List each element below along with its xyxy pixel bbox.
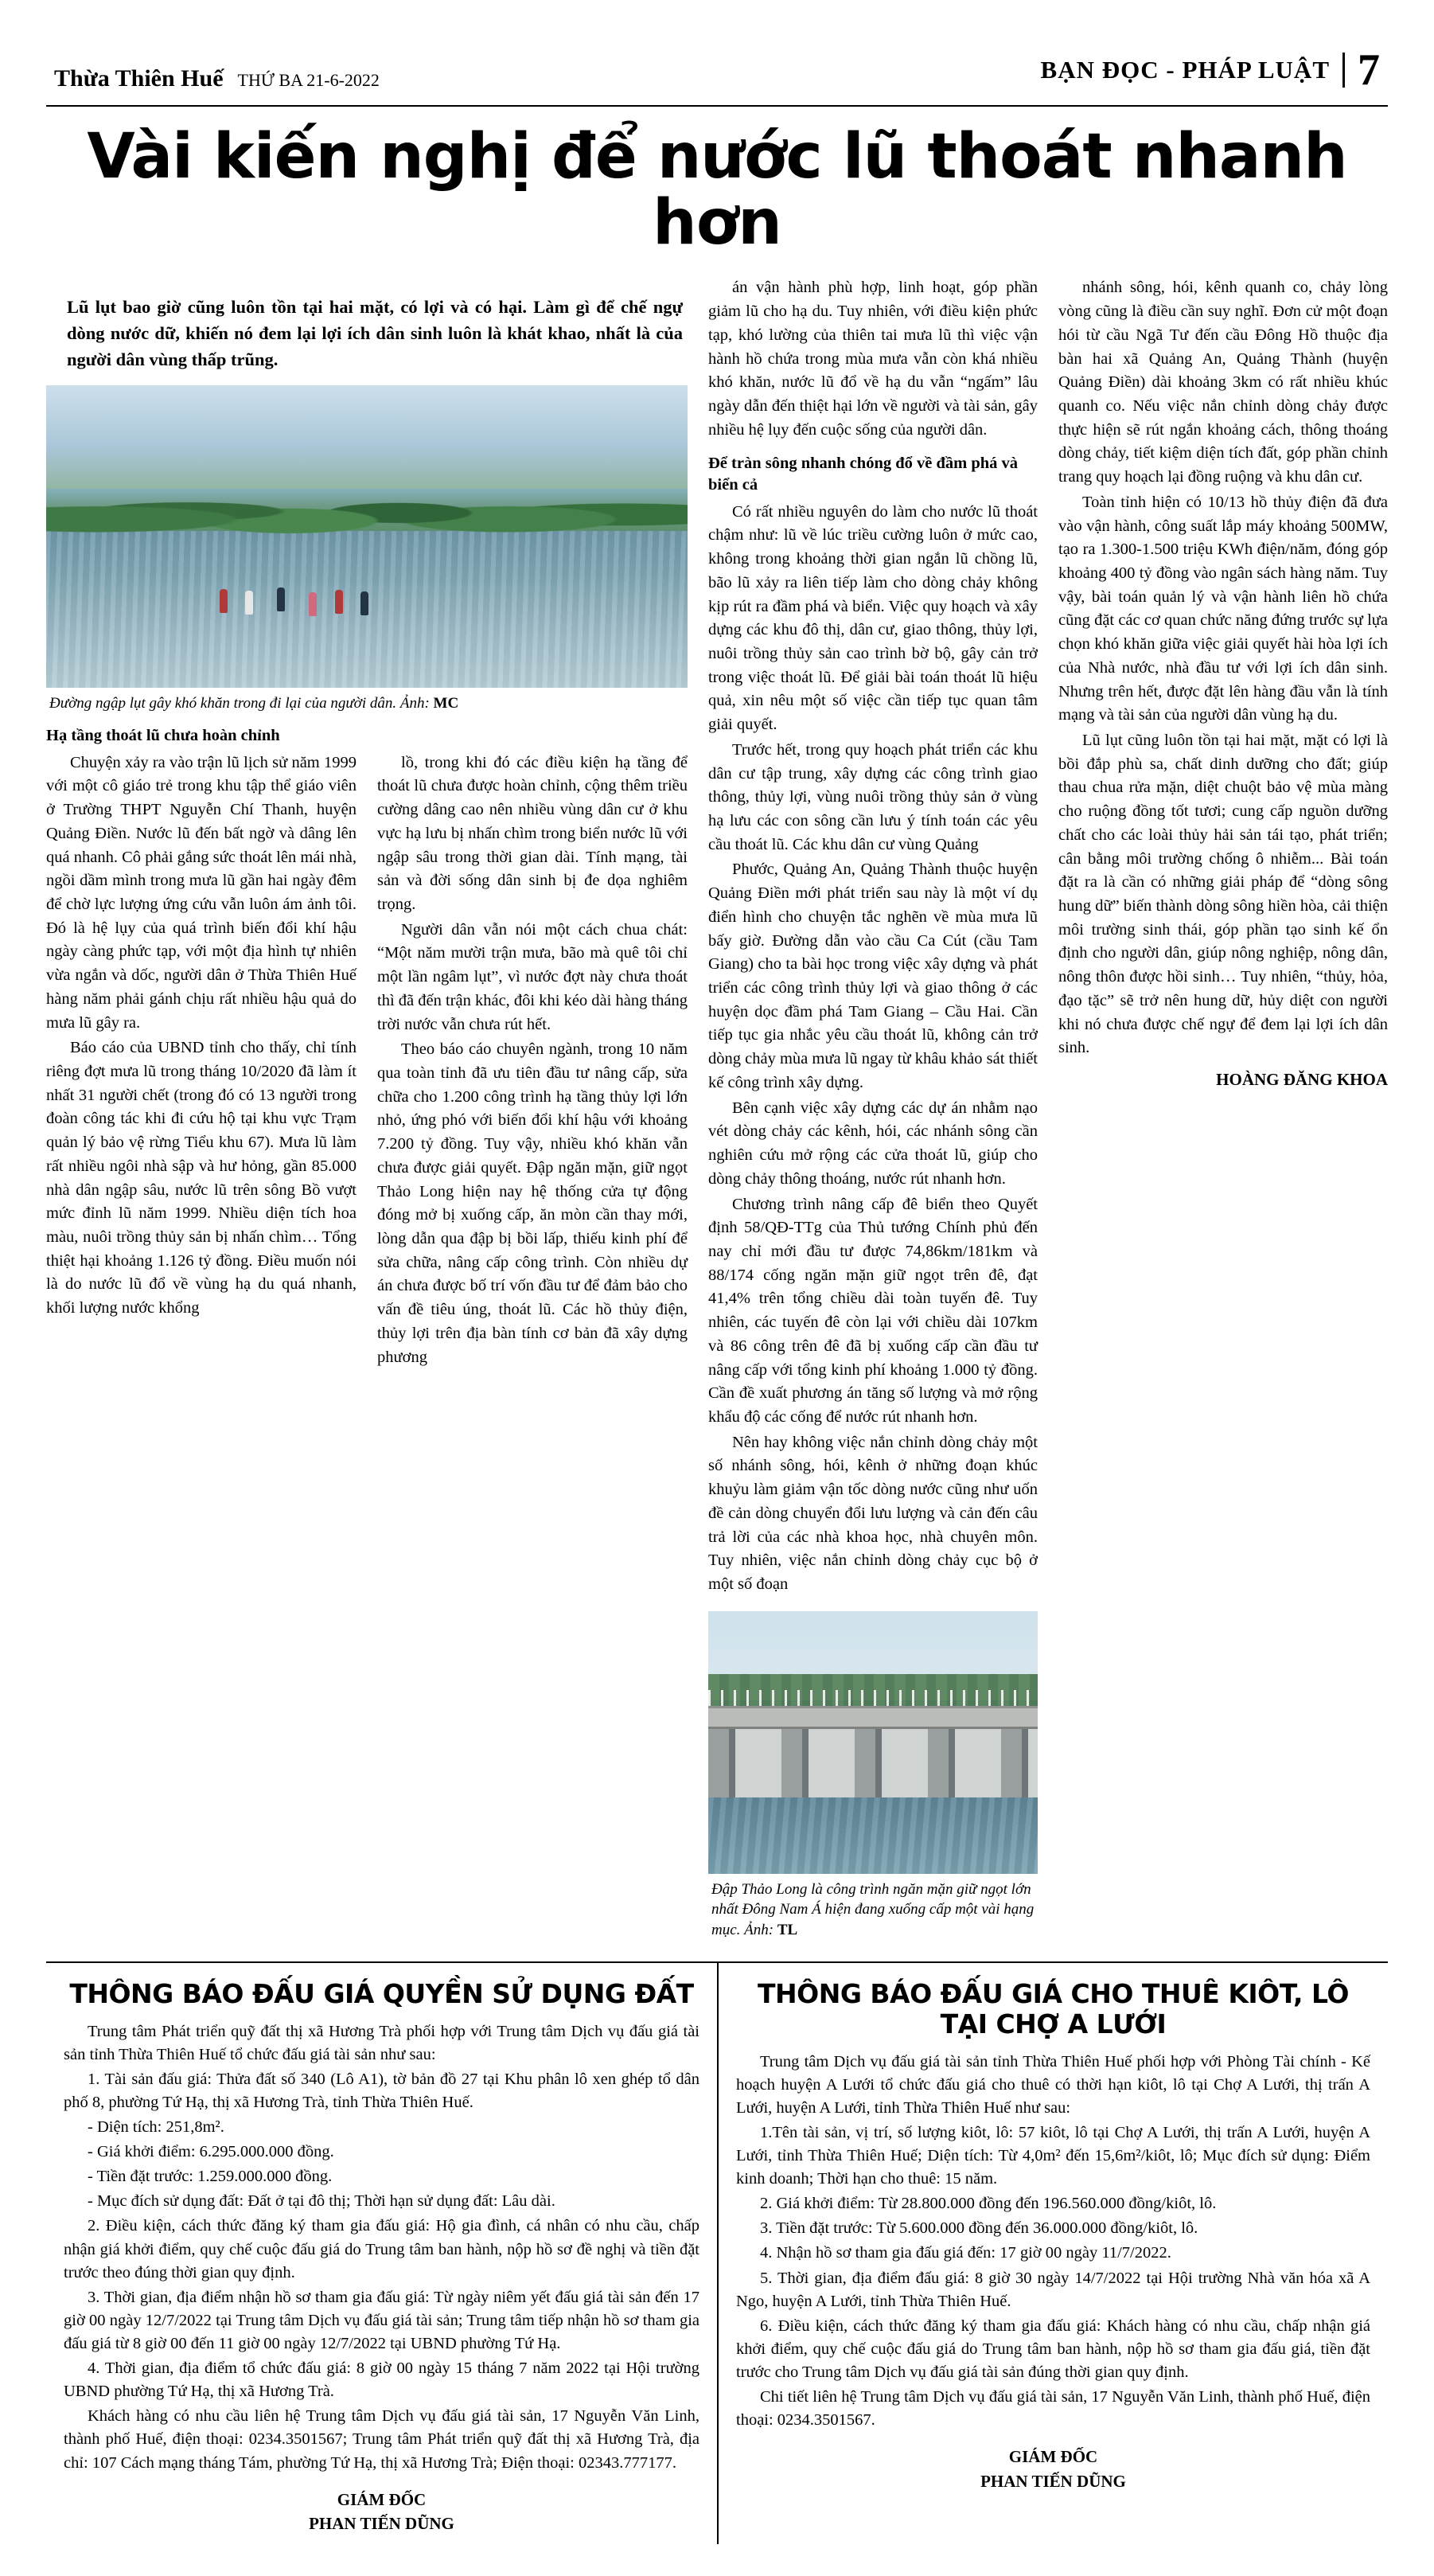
notice-left-signature — [64, 2488, 699, 2536]
photo-dam-caption-text: Đập Thảo Long là công trình ngăn mặn giữ ngọt lớn nhất Đông Nam Á hiện đang xuống cấp một vài hạng mục. Ảnh: — [711, 1880, 1035, 1938]
photo-thao-long-dam — [708, 1611, 1038, 1874]
photo-water — [708, 1797, 1038, 1874]
notice-right-signature — [736, 2445, 1370, 2493]
notice-paragraph: 6. Điều kiện, cách thức đăng ký tham gia đấu giá: Khách hàng có nhu cầu, chấp nhận giá khởi điểm, quy chế cuộc đấu giá do Trung tâm ban hành, nộp hồ sơ tham gia đấu giá, tiền đặt trước cho Trung tâm Dịch vụ đấu giá tài sản đúng thời gian quy định. — [736, 2316, 1370, 2381]
subhead-1: Hạ tầng thoát lũ chưa hoàn chỉnh — [46, 727, 280, 745]
body-column-4 — [1058, 276, 1388, 1090]
notice-paragraph: 3. Thời gian, địa điểm nhận hồ sơ tham gia đấu giá: Từ ngày niêm yết đấu giá tài sản đến 17 giờ 00 ngày 12/7/2022 tại Trung tâm Dịch vụ đấu giá tài sản; Trung tâm tiếp nhận hồ sơ tham gia đấu giá từ 8 giờ 00 đến 11 giờ 00 ngày 12/7/2022 tại UBND phường Tứ Hạ. — [64, 2288, 699, 2352]
paper-name: Thừa Thiên Huế — [54, 65, 224, 92]
notice-paragraph: - Diện tích: 251,8m². — [88, 2118, 224, 2137]
notice-paragraph: Trung tâm Dịch vụ đấu giá tài sản tỉnh Thừa Thiên Huế phối hợp với Phòng Tài chính - Kế hoạch huyện A Lưới tổ chức đấu giá cho thuê có thời hạn kiôt, lô tại Chợ A Lưới, thị trấn A Lưới, huyện A Lưới, tỉnh Thừa Thiên Huế như sau: — [736, 2052, 1370, 2117]
paragraph: Bên cạnh việc xây dựng các dự án nhằm nạo vét dòng chảy các kênh, hói, các nhánh sông cần nghiên cứu mở rộng các cửa thoát lũ, giúp cho dòng chảy thông thoáng, nước rút nhanh hơn. — [708, 1099, 1038, 1188]
photo-person — [220, 589, 228, 613]
notice-paragraph: 4. Nhận hồ sơ tham gia đấu giá đến: 17 giờ 00 ngày 11/7/2022. — [760, 2244, 1171, 2262]
notice-left-sign-title: GIÁM ĐỐC — [337, 2489, 427, 2509]
paragraph: Phước, Quảng An, Quảng Thành thuộc huyện Quảng Điền mới phát triển sau này là một ví dụ điển hình cho chuyện tắc nghẽn về mùa mưa lũ bấy giờ. Đường dẫn vào cầu Ca Cút (cầu Tam Giang) cho ta bài học trong việc xây dựng và phát triển các công trình thủy lợi và giao thông ở các huyện dọc đầm phá Tam Giang – Cầu Hai. Cần tiếp tục gia nhắc yêu cầu thoát lũ, không cản trở dòng chảy mùa mưa lũ ngay từ khâu khảo sát thiết kế công trình xây dựng. — [708, 861, 1038, 1091]
paragraph: Toàn tỉnh hiện có 10/13 hồ thủy điện đã đưa vào vận hành, công suất lắp máy khoảng 500MW, tạo ra 1.300-1.500 triệu KWh điện/năm, đóng góp khoảng 400 tỷ đồng vào ngân sách hàng năm. Tuy vậy, bài toán quản lý và vận hành liên hồ chứa cũng đặt các cơ quan chức năng đứng trước sự lựa chọn khó khăn giữa việc giải quyết hài hòa lợi ích của Nhà nước, nhà đầu tư với lợi ích dân sinh. Nhưng trên hết, được đặt lên hàng đầu vẫn là tính mạng và tài sản của người dân vùng hạ du. — [1058, 493, 1388, 724]
page-number: 7 — [1358, 45, 1380, 95]
photo-flood-figure — [46, 385, 688, 714]
paragraph: nhánh sông, hói, kênh quanh co, chảy lòng vòng cũng là điều cần suy nghĩ. Đơn cử một đoạn hói từ cầu Ngã Tư đến cầu Đông Hồ thuộc địa bàn hai xã Quảng An, Quảng Thành (huyện Quảng Điền) dài khoảng 3km có rất nhiều khúc quanh co. Nếu việc nắn chỉnh dòng chảy được thực hiện sẽ rút ngắn khoảng cách, thông thoáng dòng chảy, tiết kiệm diện tích đất, góp phần chỉnh trang quy hoạch lại đồng ruộng và khu dân cư. — [1058, 279, 1388, 486]
article-left-block — [46, 276, 688, 1371]
notice-left-sign-name: PHAN TIẾN DŨNG — [309, 2514, 454, 2534]
photo-person — [360, 591, 368, 615]
article-headline: Vài kiến nghị để nước lũ thoát nhanh hơn — [87, 121, 1347, 259]
masthead-rule — [46, 105, 1388, 107]
photo-dam-gates — [708, 1729, 1038, 1797]
paragraph: Nên hay không việc nắn chỉnh dòng chảy một số nhánh sông, hói, kênh ở những đoạn khúc khuỷu làm giảm vận tốc dòng nước cũng như uốn đề cản dòng chuyển đổi lưu lượng và cản đến câu trả lời của các nhà khoa học, nhà chuyên môn. Tuy nhiên, việc nắn chỉnh dòng chảy cục bộ ở một số đoạn — [708, 1433, 1038, 1593]
paragraph: Chuyện xảy ra vào trận lũ lịch sử năm 1999 với một cô giáo trẻ trong khu tập thể giáo viên ở Trường THPT Nguyễn Chí Thanh, huyện Quảng Điền. Nước lũ đến bất ngờ và dâng lên quá nhanh. Cô phải gắng sức thoát lên mái nhà, ngồi dầm mình trong mưa lũ gần hai ngày đêm để chờ lực lượng ứng cứu vẫn luôn ám ảnh tôi. Đó là hệ lụy của quá trình biến đổi khí hậu ngày càng phức tạp, với một địa hình tự nhiên vừa ngắn và dốc, người dân ở Thừa Thiên Huế hàng năm phải gánh chịu rất nhiều hậu quả do mưa lũ gây ra. — [46, 753, 357, 1032]
issue-date: THỨ BA 21-6-2022 — [237, 70, 380, 90]
photo-person — [335, 590, 343, 614]
notice-left-title: THÔNG BÁO ĐẤU GIÁ QUYỀN SỬ DỤNG ĐẤT — [69, 1977, 694, 2009]
masthead-divider — [1342, 53, 1345, 88]
article-body — [46, 276, 1388, 1943]
notice-land-auction — [46, 1963, 717, 2544]
photo-flood-credit: MC — [433, 695, 459, 712]
left-two-columns — [46, 751, 688, 1372]
masthead-left — [54, 65, 380, 92]
notice-paragraph: 5. Thời gian, địa điểm đấu giá: 8 giờ 30 ngày 14/7/2022 tại Hội trường Nhà văn hóa xã A Ngo, huyện A Lưới, tỉnh Thừa Thiên Huế. — [736, 2269, 1370, 2310]
notice-paragraph: 2. Điều kiện, cách thức đăng ký tham gia đấu giá: Hộ gia đình, cá nhân có nhu cầu, chấp nhận giá khởi điểm, quy chế cuộc đấu giá do Trung tâm ban hành, nộp hồ sơ đề nghị và tiền đặt trước theo đúng thời gian quy định. — [64, 2217, 699, 2281]
subhead-2: Để tràn sông nhanh chóng đổ về đầm phá và biển cả — [708, 455, 1019, 494]
article-lead: Lũ lụt bao giờ cũng luôn tồn tại hai mặt, có lợi và có hại. Làm gì để chế ngự dòng nước dữ, khiến nó đem lại lợi ích dân sinh luôn là khát khao, nhất là của người dân vùng thấp trũng. — [67, 296, 683, 369]
body-column-2 — [377, 751, 688, 1372]
notice-right-sign-name: PHAN TIẾN DŨNG — [980, 2471, 1126, 2491]
paragraph: Lũ lụt cũng luôn tồn tại hai mặt, mặt có lợi là bồi đắp phù sa, chất dinh dưỡng cho đất; giúp thau chua rửa mặn, diệt chuột bảo vệ mùa màng cho ruộng đồng tốt tươi; cung cấp nguồn dưỡng chất cho các loài thủy hải sản tái tạo, phát triển; cân bằng môi trường chống ô nhiễm... Bài toán đặt ra là cần có những giải pháp để “dòng sông hung dữ” biến thành dòng sông hiền hòa, cải thiện môi trường sinh thái, góp phần tạo sinh kế ổn định cho người dân, giúp nông nghiệp, nông dân, nông thôn được hồi sinh… Tuy nhiên, “thủy, hỏa, đạo tặc” sẽ trở nên hung dữ, hủy diệt con người khi nó chưa được chế ngự để đem lại lợi ích dân sinh. — [1058, 732, 1388, 1057]
notice-right-title: THÔNG BÁO ĐẤU GIÁ CHO THUÊ KIÔT, LÔ TẠI CHỢ A LƯỚI — [758, 1977, 1349, 2039]
body-column-3 — [708, 276, 1038, 1943]
paragraph: án vận hành phù hợp, linh hoạt, góp phần giảm lũ cho hạ du. Tuy nhiên, với điều kiện phức tạp, khó lường của thiên tai mưa lũ thì việc vận hành hồ chứa trong mùa mưa vẫn còn khá nhiều khó khăn, nước lũ đổ về hạ du vẫn “ngấm” lâu ngày dẫn đến thiệt hại lớn về người và tài sản, gây nhiều hệ lụy đến cuộc sống của người dân. — [708, 279, 1038, 439]
notice-paragraph: - Giá khởi điểm: 6.295.000.000 đồng. — [88, 2143, 334, 2161]
section-title: BẠN ĐỌC - PHÁP LUẬT — [1040, 56, 1330, 84]
photo-treeline — [46, 464, 688, 543]
paragraph: Theo báo cáo chuyên ngành, trong 10 năm qua toàn tỉnh đã ưu tiên đầu tư nâng cấp, sửa chữa cho 1.200 công trình hạ tầng thủy lợi lớn nhỏ, ứng phó với biến đổi khí hậu với khoảng 7.200 tỷ đồng. Tuy vậy, nhiều khó khăn vẫn chưa được giải quyết. Đập ngăn mặn, giữ ngọt Thảo Long hiện nay hệ thống cửa tự động đóng mở bị xuống cấp, ăn mòn cần thay mới, lòng dẫn qua đập bị bồi lấp, thiếu kinh phí để sửa chữa, nâng cấp công trình. Còn nhiều dự án chưa được bố trí vốn đầu tư để đảm bảo cho vấn đề tiêu úng, thoát lũ. Các hồ thủy điện, thủy lợi trên địa bàn tính cơ bản đã xây dựng phương — [377, 1040, 688, 1366]
notice-paragraph: 1.Tên tài sản, vị trí, số lượng kiôt, lô: 57 kiôt, lô tại Chợ A Lưới, thị trấn A Lưới, huyện A Lưới, tỉnh Thừa Thiên Huế; Diện tích: Từ 4,0m² đến 15,6m²/kiôt, lô; Mục đích sử dụng: Điểm kinh doanh; Thời hạn cho thuê: 15 năm. — [736, 2123, 1370, 2188]
paragraph: Người dân vẫn nói một cách chua chát: “Một năm mười trận mưa, bão mà quê tôi chỉ một lần ngâm lụt”, vì nước đợt này chưa thoát thì đã đến trận khác, đôi khi kéo dài hàng tháng trời nước vẫn chưa rút hết. — [377, 920, 688, 1033]
photo-person — [309, 592, 317, 616]
notices-section — [46, 1963, 1388, 2544]
photo-dam-caption — [708, 1879, 1038, 1941]
masthead-right — [1040, 45, 1380, 95]
paragraph: Chương trình nâng cấp đê biển theo Quyết định 58/QĐ-TTg của Thủ tướng Chính phủ đến nay chỉ mới đầu tư được 74,86km/181km và 88/174 cống ngăn mặn giữ ngọt trên đê, đạt 41,4% trên tổng chiều dài toàn tuyến đê. Tuy nhiên, các tuyến đê còn lại với chiều dài 107km và 86 công trên đê đã bị xuống cấp cần đầu tư nâng cấp với tổng kinh phí khoảng 1.000 tỷ đồng. Cần đề xuất phương án tăng số lượng và mở rộng khẩu độ các cống để nước rút nhanh hơn. — [708, 1195, 1038, 1426]
notice-paragraph: 1. Tài sản đấu giá: Thửa đất số 340 (Lô A1), tờ bản đồ 27 tại Khu phân lô xen ghép tổ dân phố 8, phường Tứ Hạ, thị xã Hương Trà, tỉnh Thừa Thiên Huế. — [64, 2070, 699, 2111]
photo-dam-figure — [708, 1611, 1038, 1941]
notice-paragraph: - Mục đích sử dụng đất: Đất ở tại đô thị; Thời hạn sử dụng đất: Lâu dài. — [88, 2192, 555, 2211]
notice-paragraph: 2. Giá khởi điểm: Từ 28.800.000 đồng đến 196.560.000 đồng/kiôt, lô. — [760, 2195, 1217, 2213]
notice-paragraph: Chi tiết liên hệ Trung tâm Dịch vụ đấu giá tài sản, 17 Nguyễn Văn Linh, thành phố Huế, điện thoại: 0234.3501567. — [736, 2388, 1370, 2430]
photo-person — [245, 591, 253, 615]
paragraph: Báo cáo của UBND tỉnh cho thấy, chỉ tính riêng đợt mưa lũ trong tháng 10/2020 đã làm ít nhất 31 người chết (trong đó có 13 người trong đoàn công tác khi đi cứu hộ tại khu vực Trạm quản lý bảo vệ rừng Tiểu khu 67). Mưa lũ làm rất nhiều ngôi nhà sập và hư hỏng, gần 85.000 nhà dân ngập sâu, nước lũ trên sông Bồ vượt mức đỉnh lũ năm 1999. Nhiều diện tích hoa màu, nuôi trồng thủy sản bị nhấn chìm… Tổng thiệt hại khoảng 1.126 tỷ đồng. Điều muốn nói là do nước lũ đổ về vùng hạ du quá nhanh, khối lượng nước khổng — [46, 1039, 357, 1317]
paragraph: Có rất nhiều nguyên do làm cho nước lũ thoát chậm như: lũ về lúc triều cường luôn ở mức cao, không trong khoảng thời gian ngắn lũ chồng lũ, bão lũ xảy ra liên tiếp làm cho dòng chảy không kịp rút ra đầm phá và biển. Việc quy hoạch và xây dựng các khu đô thị, dân cư, giao thông, thủy lợi, nuôi trồng thủy sản cao trình bờ bộ, gây cản trở trong việc thoát lũ. Để giải bài toán thoát lũ hiệu quả, xin nêu một số việc cần tiếp tục quan tâm giải quyết. — [708, 502, 1038, 734]
photo-bridge-deck — [708, 1706, 1038, 1730]
notice-paragraph: - Tiền đặt trước: 1.259.000.000 đồng. — [88, 2168, 333, 2186]
body-column-1 — [46, 751, 357, 1372]
notice-kiosk-auction — [717, 1963, 1388, 2544]
photo-flood-caption — [46, 693, 688, 714]
notice-paragraph: 3. Tiền đặt trước: Từ 5.600.000 đồng đến 36.000.000 đồng/kiôt, lô. — [760, 2219, 1198, 2238]
photo-person — [277, 587, 285, 611]
notice-paragraph: Khách hàng có nhu cầu liên hệ Trung tâm Dịch vụ đấu giá tài sản, 17 Nguyễn Văn Linh, thành phố Huế, điện thoại: 0234.3501567; Trung tâm Phát triển quỹ đất thị xã Hương Trà, địa chỉ: 107 Cách mạng tháng Tám, phường Tứ Hạ, thị xã Hương Trà; Điện thoại: 02343.777177. — [64, 2407, 699, 2472]
notice-right-sign-title: GIÁM ĐỐC — [1008, 2447, 1098, 2467]
photo-flood-caption-text: Đường ngập lụt gây khó khăn trong đi lại của người dân. Ảnh: — [49, 695, 434, 712]
notice-paragraph: 4. Thời gian, địa điểm tổ chức đấu giá: 8 giờ 00 ngày 15 tháng 7 năm 2022 tại Hội trường UBND phường Tứ Hạ, thị xã Hương Trà. — [64, 2359, 699, 2401]
masthead — [46, 38, 1388, 100]
notice-paragraph: Trung tâm Phát triển quỹ đất thị xã Hương Trà phối hợp với Trung tâm Dịch vụ đấu giá tài sản tỉnh Thừa Thiên Huế tổ chức đấu giá tài sản như sau: — [64, 2022, 699, 2063]
paragraph: lồ, trong khi đó các điều kiện hạ tầng để thoát lũ chưa được hoàn chỉnh, cộng thêm triều cường dâng cao nên nhiều vùng dân cư ở khu vực hạ lưu bị nhấn chìm trong biển nước lũ với ngập sâu trong thời gian dài. Tính mạng, tài sản và đời sống dân sinh bị đe dọa nghiêm trọng. — [377, 753, 688, 913]
article-byline: HOÀNG ĐĂNG KHOA — [1216, 1070, 1388, 1090]
paragraph: Trước hết, trong quy hoạch phát triển các khu dân cư tập trung, xây dựng các công trình giao thông, thủy lợi, vùng nuôi trồng thủy sản ở vùng hạ lưu các con sông cần lưu ý tính toán các yêu cầu thoát lũ. Các khu dân cư vùng Quảng — [708, 740, 1038, 853]
photo-flooded-road — [46, 385, 688, 688]
photo-people-group — [46, 561, 688, 640]
photo-dam-credit: TL — [777, 1922, 798, 1938]
